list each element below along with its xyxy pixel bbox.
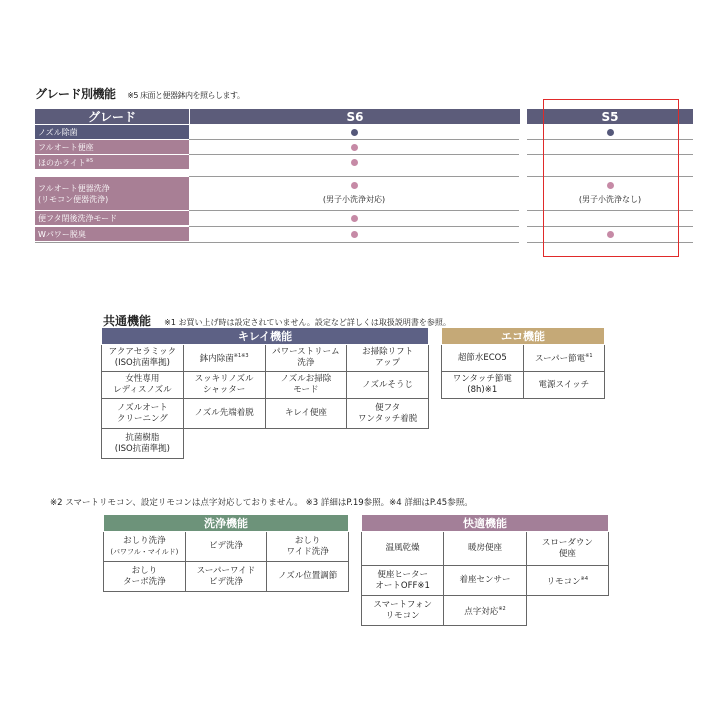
kirei-cell: アクアセラミック (ISO抗菌準拠) (102, 345, 184, 372)
kirei-cell: パワーストリーム 洗浄 (265, 345, 347, 372)
senjo-cell: おしり洗浄 (パワフル・マイルド) (104, 532, 186, 562)
kirei-cell: スッキリノズル シャッター (183, 372, 265, 399)
s6-nozzle-cell (189, 125, 519, 139)
kirei-cell: ノズル先端着脱 (183, 399, 265, 429)
eco-table (441, 327, 605, 399)
kirei-cell: 抗菌樹脂 (ISO抗菌準拠) (102, 429, 184, 459)
senjo-cell: おしり ターボ洗浄 (104, 562, 186, 592)
kirei-cell: 便フタ ワンタッチ着脱 (347, 399, 429, 429)
kirei-cell: 女性専用 レディスノズル (102, 372, 184, 399)
kirei-cell: 鉢内除菌$^{※1※3}$ (183, 345, 265, 372)
s6-lid-mode-cell (189, 211, 519, 225)
kirei-header: キレイ機能 (102, 328, 429, 345)
s6-flush-text: (男子小洗浄対応) (322, 195, 386, 204)
kirei-cell: お掃除リフト アップ (347, 345, 429, 372)
kaiteki-cell: リモコン$^{※4}$ (526, 566, 608, 596)
footnote-2: ※2 スマートリモコン、設定リモコンは点字対応しておりません。 (50, 498, 303, 508)
grade-section-title (35, 85, 244, 102)
s6-light-cell (189, 155, 519, 169)
senjo-table (103, 514, 349, 592)
kaiteki-cell: 暖房便座 (444, 532, 526, 566)
dot-icon (351, 231, 358, 238)
kaiteki-header: 快適機能 (362, 515, 609, 532)
kaiteki-cell: スマートフォン リモコン (362, 596, 444, 626)
dot-icon (351, 159, 358, 166)
eco-header: エコ機能 (442, 328, 605, 345)
footnotes-line (50, 496, 473, 508)
dot-icon (351, 182, 358, 189)
eco-cell: 超節水ECO5 (442, 345, 524, 372)
grade-row-label-nozzle: ノズル除菌 (35, 125, 189, 139)
kirei-cell: ノズルお掃除 モード (265, 372, 347, 399)
kaiteki-cell: スローダウン 便座 (526, 532, 608, 566)
grade-header-label: グレード (35, 109, 189, 124)
s5-flush-text: (男子小洗浄なし) (578, 195, 642, 204)
dot-icon (351, 215, 358, 222)
kirei-cell: ノズルそうじ (347, 372, 429, 399)
common-title: 共通機能 (103, 314, 152, 328)
kaiteki-cell: 温風乾燥 (362, 532, 444, 566)
kirei-table (101, 327, 429, 459)
kaiteki-cell: 点字対応$^{※2}$ (444, 596, 526, 626)
s6-deodor-cell (189, 227, 519, 241)
senjo-cell: おしり ワイド洗浄 (267, 532, 349, 562)
eco-cell: ワンタッチ節電 (8h)※1 (442, 372, 524, 399)
dot-icon (351, 129, 358, 136)
grade-row-label-lid-mode: 便フタ閉後洗浄モード (35, 211, 189, 225)
senjo-cell: ノズル位置調節 (267, 562, 349, 592)
grade-title-text: グレード別機能 (35, 87, 116, 101)
senjo-header: 洗浄機能 (104, 515, 349, 532)
common-note: ※1 お買い上げ時は設定されていません。設定など詳しくは取扱説明書を参照。 (164, 318, 451, 327)
kaiteki-table (361, 514, 609, 626)
kaiteki-cell: 便座ヒーター オートOFF※1 (362, 566, 444, 596)
footnote-3-4: ※3 詳細はP.19参照。※4 詳細はP.45参照。 (305, 498, 473, 508)
grade-header-s6: S6 (189, 109, 520, 124)
grade-row-label-fullauto-seat: フルオート便座 (35, 140, 189, 154)
grade-row-label-fullauto-flush: フルオート便器洗浄 (リモコン便器洗浄) (35, 177, 189, 210)
eco-cell: 電源スイッチ (523, 372, 604, 399)
kirei-cell: ノズルオート クリーニング (102, 399, 184, 429)
s6-fullauto-seat-cell (189, 140, 519, 154)
s6-fullauto-flush-cell (189, 177, 519, 210)
grade-row-label-deodor: Wパワー脱臭 (35, 227, 189, 241)
kaiteki-cell: 着座センサー (444, 566, 526, 596)
senjo-cell: ビデ洗浄 (185, 532, 267, 562)
eco-cell: スーパー節電$^{※1}$ (523, 345, 604, 372)
s5-highlight-box (543, 99, 679, 257)
grade-row-label-light: ほのかライト$^{※5}$ (35, 155, 189, 169)
grade-title-note: ※5 床面と便器鉢内を照らします。 (127, 91, 245, 100)
kirei-cell: キレイ便座 (265, 399, 347, 429)
dot-icon (351, 144, 358, 151)
senjo-cell: スーパーワイド ビデ洗浄 (185, 562, 267, 592)
grade-header-s5: S5 (527, 109, 693, 124)
